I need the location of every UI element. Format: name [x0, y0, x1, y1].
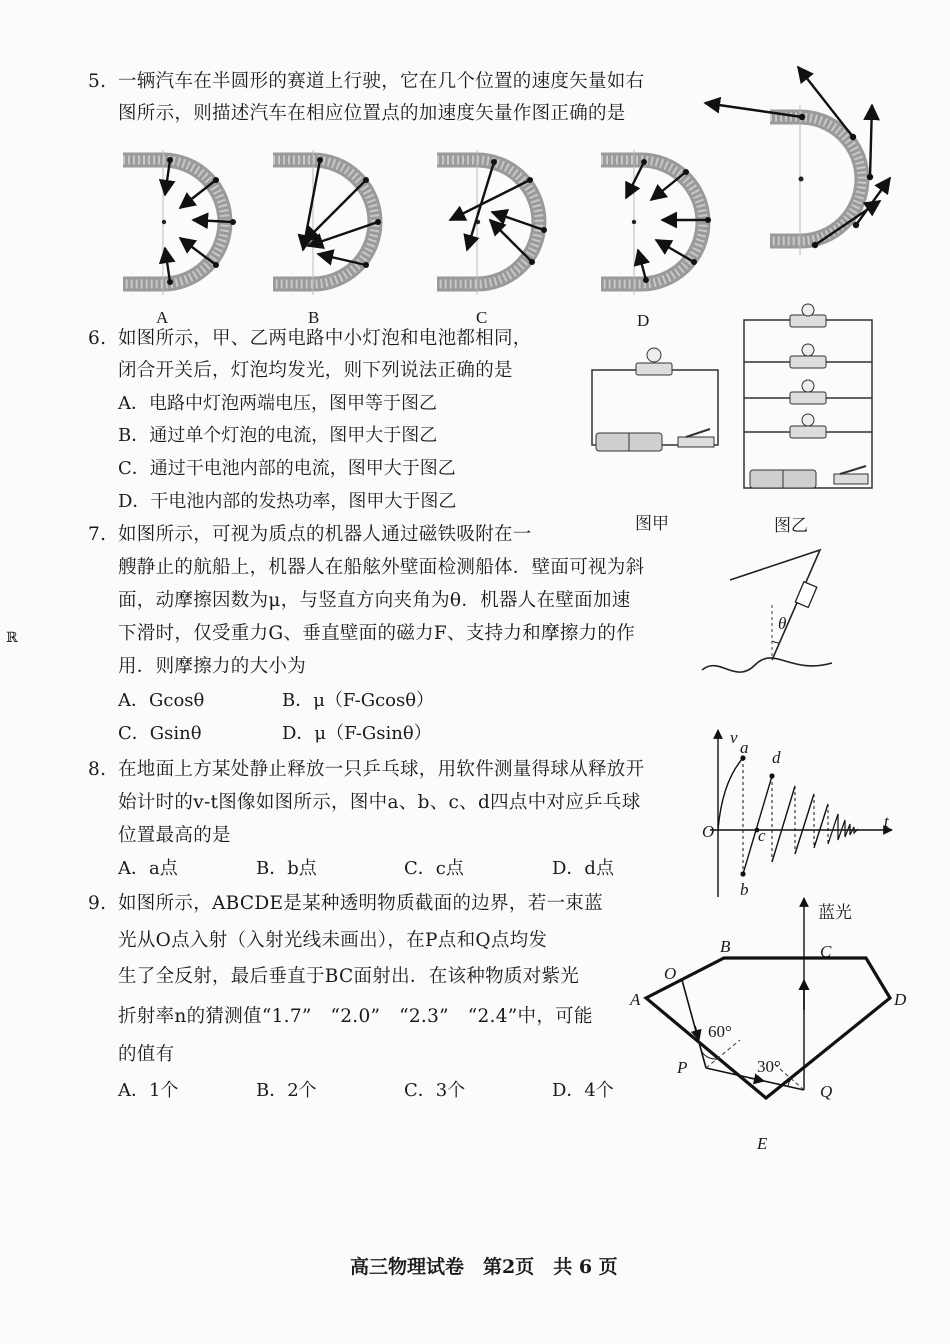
- q9-angle-30-label: 30°: [757, 1057, 781, 1076]
- q7-theta-label: θ: [778, 614, 787, 633]
- q8-point-b-label: b: [740, 880, 749, 899]
- q9-point-c-label: C: [820, 942, 832, 961]
- q9-blue-light-label: 蓝光: [818, 903, 852, 922]
- q9-point-a-label: A: [630, 990, 641, 1009]
- q8-option-b: B．b点: [256, 858, 317, 879]
- circuit-yi-figure: [740, 310, 880, 490]
- q9-prism-figure: [640, 890, 920, 1150]
- q9-option-b: B．2个: [256, 1080, 317, 1101]
- circuit-jia-figure: [588, 345, 728, 455]
- q8-option-a: A．a点: [118, 858, 178, 879]
- q5-option-b-label: B: [308, 308, 320, 327]
- q8-point-d-label: d: [772, 748, 781, 767]
- circuit-yi-caption: 图乙: [774, 516, 808, 535]
- q8-point-c-label: c: [758, 826, 766, 845]
- page-footer: 高三物理试卷 第2页 共 6 页: [350, 1256, 618, 1278]
- q9-text-line2: 光从O点入射（入射光线未画出），在P点和Q点均发: [118, 930, 548, 951]
- q8-text-line3: 位置最高的是: [118, 825, 231, 846]
- q5-option-b-figure: [268, 150, 408, 300]
- q7-text-line2: 艘静止的航船上，机器人在船舷外壁面检测船体．壁面可视为斜: [118, 557, 645, 578]
- q5-option-d-label: D: [637, 311, 650, 330]
- q7-incline-figure: [700, 545, 840, 685]
- q9-point-o-label: O: [664, 964, 677, 983]
- q8-axis-t-label: t: [884, 812, 889, 831]
- q5-option-c-figure: [432, 150, 572, 300]
- q6-option-b: B．通过单个灯泡的电流，图甲大于图乙: [118, 425, 438, 446]
- q9-number: 9.: [88, 893, 107, 914]
- q8-axis-v-label: v: [730, 728, 738, 747]
- q8-option-c: C．c点: [404, 858, 464, 879]
- q5-option-d-figure: [596, 150, 736, 300]
- q7-option-a: A．Gcosθ: [118, 690, 205, 711]
- q7-text-line3: 面，动摩擦因数为μ，与竖直方向夹角为θ．机器人在壁面加速: [118, 590, 631, 611]
- q9-option-d: D．4个: [552, 1080, 614, 1101]
- circuit-jia-caption: 图甲: [635, 514, 669, 533]
- q7-option-d: D．μ（F-Gsinθ）: [282, 723, 432, 744]
- q7-text-line4: 下滑时，仅受重力G、垂直壁面的磁力F、支持力和摩擦力的作: [118, 623, 636, 644]
- q7-option-b: B．μ（F-Gcosθ）: [282, 690, 435, 711]
- q6-option-c: C．通过干电池内部的电流，图甲大于图乙: [118, 458, 456, 479]
- q9-point-e-label: E: [757, 1134, 768, 1153]
- q8-point-a-label: a: [740, 738, 749, 757]
- q9-point-p-label: P: [677, 1058, 688, 1077]
- q9-text-line3: 生了全反射，最后垂直于BC面射出．在该种物质对紫光: [118, 966, 580, 987]
- q5-text-line1: 一辆汽车在半圆形的赛道上行驶，它在几个位置的速度矢量如右: [118, 71, 645, 92]
- q8-vt-graph: [700, 722, 900, 902]
- q6-text-line1: 如图所示，甲、乙两电路中小灯泡和电池都相同，: [118, 328, 532, 349]
- q9-text-line5: 的值有: [118, 1044, 175, 1065]
- q8-text-line2: 始计时的v-t图像如图所示，图中a、b、c、d四点中对应乒乓球: [118, 792, 641, 813]
- q6-option-a: A．电路中灯泡两端电压，图甲等于图乙: [118, 393, 437, 414]
- q9-option-a: A．1个: [118, 1080, 179, 1101]
- q5-text-line2: 图所示，则描述汽车在相应位置点的加速度矢量作图正确的是: [118, 103, 626, 124]
- q7-text-line5: 用．则摩擦力的大小为: [118, 656, 307, 677]
- q8-number: 8.: [88, 759, 107, 780]
- q5-option-a-figure: [118, 150, 258, 300]
- q9-option-c: C．3个: [404, 1080, 466, 1101]
- q9-text-line4: 折射率n的猜测值“1.7” “2.0” “2.3” “2.4”中，可能: [118, 1006, 593, 1027]
- q9-angle-60-label: 60°: [708, 1022, 732, 1041]
- q7-text-line1: 如图所示，可视为质点的机器人通过磁铁吸附在一: [118, 524, 532, 545]
- q9-point-b-label: B: [720, 937, 731, 956]
- q7-number: 7.: [88, 524, 107, 545]
- q6-number: 6.: [88, 328, 107, 349]
- q9-point-d-label: D: [894, 990, 907, 1009]
- q9-text-line1: 如图所示，ABCDE是某种透明物质截面的边界，若一束蓝: [118, 893, 603, 914]
- q5-option-a-label: A: [156, 308, 169, 327]
- q5-number: 5.: [88, 71, 107, 92]
- q6-text-line2: 闭合开关后，灯泡均发光，则下列说法正确的是: [118, 360, 513, 381]
- margin-mark: ℝ: [6, 631, 18, 646]
- q6-option-d: D．干电池内部的发热功率，图甲大于图乙: [118, 491, 457, 512]
- q9-point-q-label: Q: [820, 1082, 833, 1101]
- q8-origin-label: O: [702, 822, 715, 841]
- q7-option-c: C．Gsinθ: [118, 723, 202, 744]
- q8-option-d: D．d点: [552, 858, 614, 879]
- q8-text-line1: 在地面上方某处静止释放一只乒乓球，用软件测量得球从释放开: [118, 759, 645, 780]
- q5-option-c-label: C: [476, 308, 488, 327]
